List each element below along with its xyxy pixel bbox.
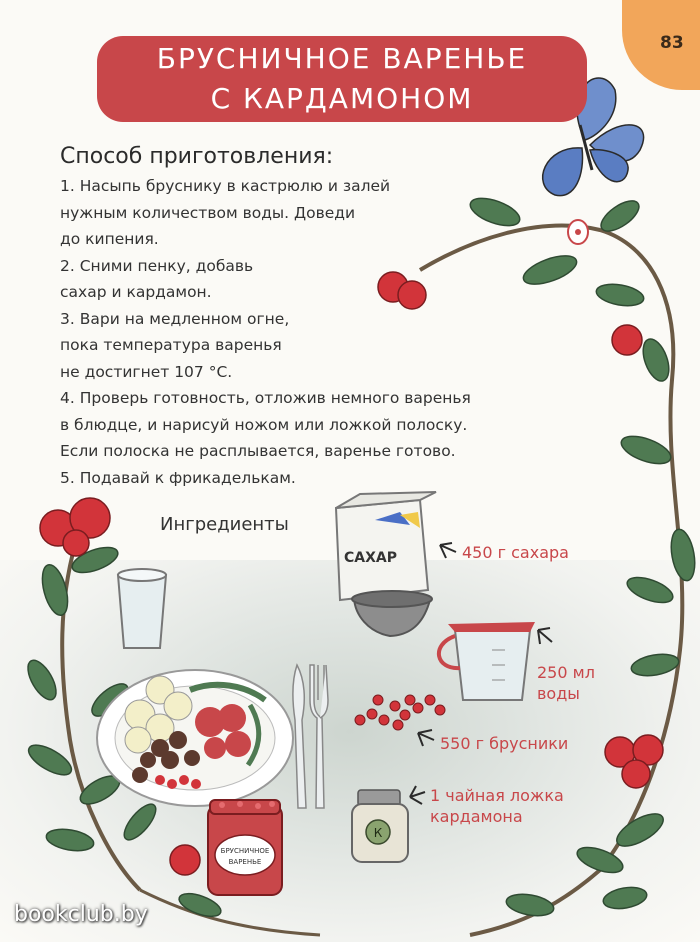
- cardamom-jar-icon: [352, 790, 408, 862]
- sugar-bag-label: САХАР: [344, 550, 397, 566]
- step-line: 2. Сними пенку, добавь: [60, 256, 254, 275]
- berry: [612, 325, 642, 355]
- leaf: [119, 799, 161, 844]
- jam-jar-icon: [208, 800, 282, 895]
- step-line: 5. Подавай к фрикаделькам.: [60, 468, 296, 487]
- leaf: [638, 336, 674, 385]
- leaf: [595, 281, 646, 309]
- page-number: 83: [660, 33, 684, 53]
- ingredient-water: [537, 662, 595, 704]
- leaf: [22, 656, 61, 704]
- ingredient-cardamom-line: 1 чайная ложка: [430, 786, 564, 805]
- leaf: [24, 739, 76, 780]
- step-line: пока температура варенья: [60, 336, 282, 354]
- measuring-jug-icon: [439, 622, 535, 700]
- ingredient-water-line: 250 мл: [537, 663, 595, 682]
- ingredient-berries: 550 г брусники: [440, 734, 569, 753]
- glass-icon: [118, 569, 166, 648]
- steps-list: [60, 173, 580, 491]
- berry: [622, 760, 650, 788]
- step-line: не достигнет 107 °С.: [60, 362, 233, 381]
- arrow-icon: [410, 786, 425, 804]
- leaf: [618, 431, 674, 469]
- title-line-2: С КАРДАМОНОМ: [210, 82, 474, 115]
- plate-icon: [97, 670, 293, 806]
- step-line: в блюдце, и нарисуй ножом или ложкой полоску.: [60, 415, 468, 434]
- ingredient-cardamom: [430, 785, 564, 827]
- berry: [170, 845, 200, 875]
- jam-jar-label-2: ВАРЕНЬЕ: [228, 858, 262, 866]
- ingredient-water-line: воды: [537, 684, 580, 703]
- ingredient-sugar: 450 г сахара: [462, 543, 569, 562]
- vine-branch: [140, 890, 320, 935]
- leaf: [668, 527, 699, 582]
- leaf: [612, 807, 668, 852]
- cardamom-jar-label: К: [373, 826, 383, 840]
- leaf: [45, 826, 96, 854]
- cutlery-icon: [293, 665, 328, 808]
- jam-jar-label-1: БРУСНИЧНОЕ: [220, 847, 270, 855]
- leaf: [630, 651, 681, 679]
- arrow-icon: [538, 628, 552, 644]
- watermark: bookclub.by: [14, 902, 148, 927]
- step-line: 4. Проверь готовность, отложив немного варенья: [60, 389, 471, 407]
- step-line: Если полоска не расплывается, варенье готово.: [60, 442, 456, 460]
- ingredient-cardamom-line: кардамона: [430, 807, 523, 826]
- arrow-icon: [418, 730, 434, 746]
- leaf: [596, 195, 644, 237]
- leaf: [602, 884, 649, 911]
- title-line-1: БРУСНИЧНОЕ ВАРЕНЬЕ: [156, 42, 528, 75]
- ingredients-heading: Ингредиенты: [160, 514, 289, 535]
- title-banner: [97, 36, 587, 122]
- step-line: нужным количеством воды. Доведи: [60, 203, 356, 222]
- step-line: 1. Насыпь бруснику в кастрюлю и залей: [60, 177, 391, 195]
- step-line: 3. Вари на медленном огне,: [60, 309, 290, 328]
- measuring-cup-icon: [352, 591, 432, 636]
- leaf: [624, 572, 676, 607]
- lingonberries-pile: [355, 695, 445, 730]
- method-heading: Способ приготовления:: [60, 144, 334, 169]
- step-line: до кипения.: [60, 230, 159, 248]
- arrow-icon: [440, 543, 456, 558]
- step-line: сахар и кардамон.: [60, 283, 212, 301]
- berry: [63, 530, 89, 556]
- sugar-bag-icon: [336, 492, 436, 600]
- leaf: [505, 891, 556, 919]
